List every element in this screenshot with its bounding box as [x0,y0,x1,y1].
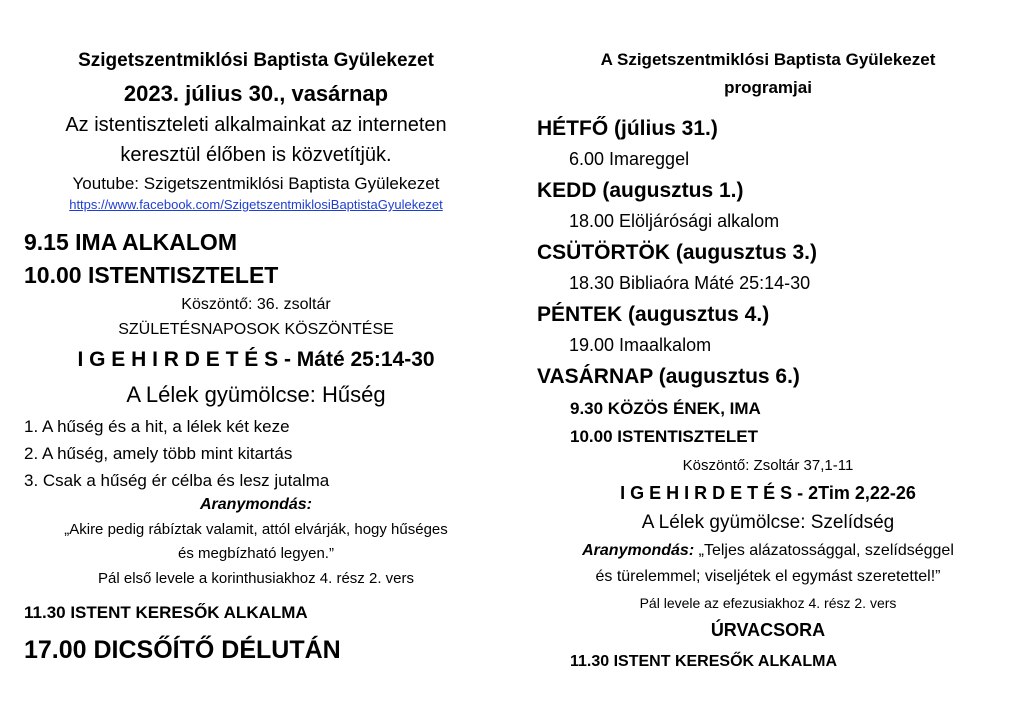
sermon-point: 1. A hűség és a hit, a lélek két keze [24,417,290,436]
sunday-sermon-heading [512,484,1024,502]
sermon-reference: - Máté 25:14-30 [283,348,435,371]
facebook-link-wrap [0,198,512,211]
sermon-label: I G E H I R D E T É S [620,483,793,503]
program-title-line2: programjai [724,78,812,97]
sunday-greeting: Köszöntő: Zsoltár 37,1-11 [682,457,854,474]
prayer-time: 9.15 IMA ALKALOM [24,229,237,255]
sermon-point: 2. A hűség, amely több mint kitartás [24,444,293,463]
service-date: 2023. július 30., vasárnap [123,81,389,106]
day-heading: PÉNTEK (augusztus 4.) [537,303,770,326]
day-event: 6.00 Imareggel [569,149,690,169]
golden-verse-label: Aranymondás: [199,496,313,513]
sunday-golden-verse-reference: Pál levele az efezusiakhoz 4. rész 2. vers [639,595,897,611]
stream-info-line1: Az istentiszteleti alkalmainkat az interneten [65,114,447,136]
day-heading: CSÜTÖRTÖK (augusztus 3.) [537,241,818,264]
day-event: 19.00 Imaalkalom [569,335,712,355]
sunday-seekers-meeting: 11.30 ISTENT KERESŐK ALKALMA [570,653,838,670]
golden-verse-line1: „Akire pedig rábíztak valamit, attól elvárják, hogy hűséges [64,521,448,538]
sunday-golden-verse-line1 [512,543,1024,559]
youtube-channel: Youtube: Szigetszentmiklósi Baptista Gyülekezet [72,174,440,193]
golden-verse-reference: Pál első levele a korinthusiakhoz 4. rész 2. vers [98,570,414,587]
golden-verse-text: „Teljes alázatossággal, szelídséggel [698,542,954,559]
sunday-prayer: 9.30 KÖZÖS ÉNEK, IMA [570,399,761,418]
golden-verse-line2: és megbízható legyen.” [178,545,334,562]
sunday-golden-verse-line2: és türelemmel; viseljétek el egymást szeretettel!” [595,568,941,585]
day-heading: VASÁRNAP (augusztus 6.) [537,365,800,388]
service-time: 10.00 ISTENTISZTELET [24,262,279,288]
seekers-meeting: 11.30 ISTENT KERESŐK ALKALMA [24,603,308,622]
golden-verse-label: Aranymondás: [582,542,695,559]
sermon-label: I G E H I R D E T É S [77,348,279,371]
sunday-service: 10.00 ISTENTISZTELET [570,427,758,446]
day-event: 18.00 Elöljárósági alkalom [569,211,780,231]
facebook-link[interactable]: https://www.facebook.com/SzigetszentmiklosiBaptistaGyulekezet [69,197,443,212]
sunday-sermon-title: A Lélek gyümölcse: Szelídség [641,512,895,533]
greeting: Köszöntő: 36. zsoltár [181,296,331,313]
communion: ÚRVACSORA [710,620,826,640]
day-heading: HÉTFŐ (július 31.) [537,117,718,140]
birthdays: SZÜLETÉSNAPOSOK KÖSZÖNTÉSE [118,321,394,338]
church-name: Szigetszentmiklósi Baptista Gyülekezet [78,50,434,71]
sermon-title: A Lélek gyümölcse: Hűség [126,382,386,407]
day-event: 18.30 Bibliaóra Máté 25:14-30 [569,273,811,293]
sermon-reference: - 2Tim 2,22-26 [797,483,916,503]
worship-afternoon: 17.00 DICSŐÍTŐ DÉLUTÁN [24,636,341,664]
sermon-point: 3. Csak a hűség ér célba és lesz jutalma [24,471,330,490]
right-column [512,0,1024,724]
day-heading: KEDD (augusztus 1.) [537,179,744,202]
program-title-line1: A Szigetszentmiklósi Baptista Gyülekezet [600,50,936,69]
stream-info-line2: keresztül élőben is közvetítjük. [120,144,392,166]
sermon-heading [0,349,512,370]
